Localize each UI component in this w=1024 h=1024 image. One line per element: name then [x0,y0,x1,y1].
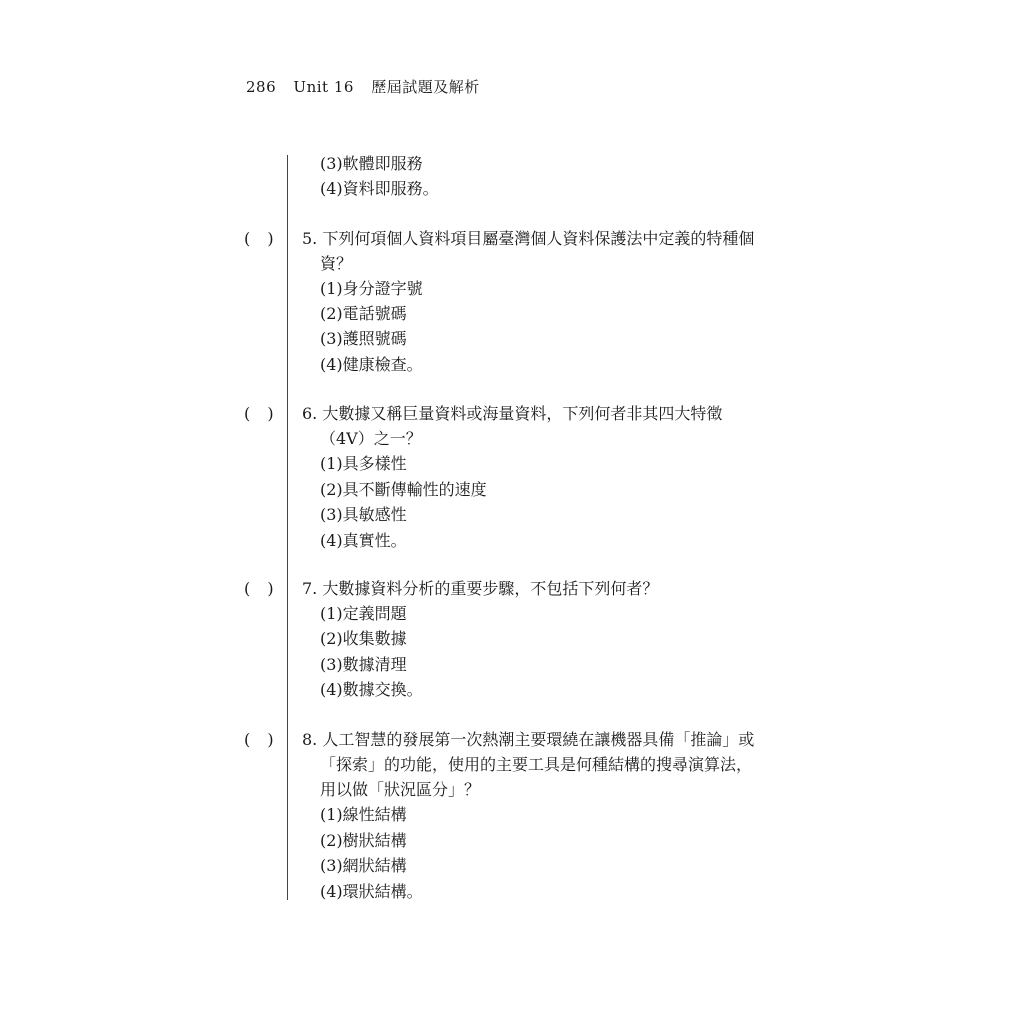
option-item: (4)真實性。 [320,531,407,550]
question-text: 「探索」的功能，使用的主要工具是何種結構的搜尋演算法， [320,755,753,774]
option-item: (3)具敏感性 [320,505,407,524]
page-number: 286 [246,78,277,96]
answer-blank[interactable]: ( ) [244,730,280,749]
option-item: (3)護照號碼 [320,329,407,348]
unit-label: Unit 16 [293,78,354,96]
option-item: (1)定義問題 [320,604,407,623]
question-text: 6. 大數據又稱巨量資料或海量資料，下列何者非其四大特徵 [302,404,723,423]
answer-blank[interactable]: ( ) [244,579,280,598]
question-text: 8. 人工智慧的發展第一次熱潮主要環繞在讓機器具備「推論」或 [302,730,755,749]
option-item: (4)健康檢查。 [320,355,423,374]
option-item: (1)具多樣性 [320,454,407,473]
question-text: （4V）之一？ [320,429,422,448]
answer-blank[interactable]: ( ) [244,229,280,248]
option-item: (2)電話號碼 [320,304,407,323]
option-item: (3)網狀結構 [320,856,407,875]
option-item: (4)數據交換。 [320,680,423,699]
question-text: 資？ [320,254,353,273]
option-item: (2)具不斷傳輸性的速度 [320,480,487,499]
option-item: (1)身分證字號 [320,279,423,298]
option-item: (4)環狀結構。 [320,882,423,901]
running-header [246,76,492,97]
option-item: (1)線性結構 [320,805,407,824]
answer-column-rule [287,155,288,900]
question-text: 7. 大數據資料分析的重要步驟，不包括下列何者？ [302,579,659,598]
question-text: 用以做「狀況區分」？ [320,780,481,799]
option-item: (4)資料即服務。 [320,179,439,198]
chapter-title: 歷屆試題及解析 [371,78,480,96]
option-item: (3)數據清理 [320,655,407,674]
option-item: (2)收集數據 [320,629,407,648]
answer-blank[interactable]: ( ) [244,404,280,423]
option-item: (3)軟體即服務 [320,154,423,173]
option-item: (2)樹狀結構 [320,831,407,850]
question-text: 5. 下列何項個人資料項目屬臺灣個人資料保護法中定義的特種個 [302,229,755,248]
